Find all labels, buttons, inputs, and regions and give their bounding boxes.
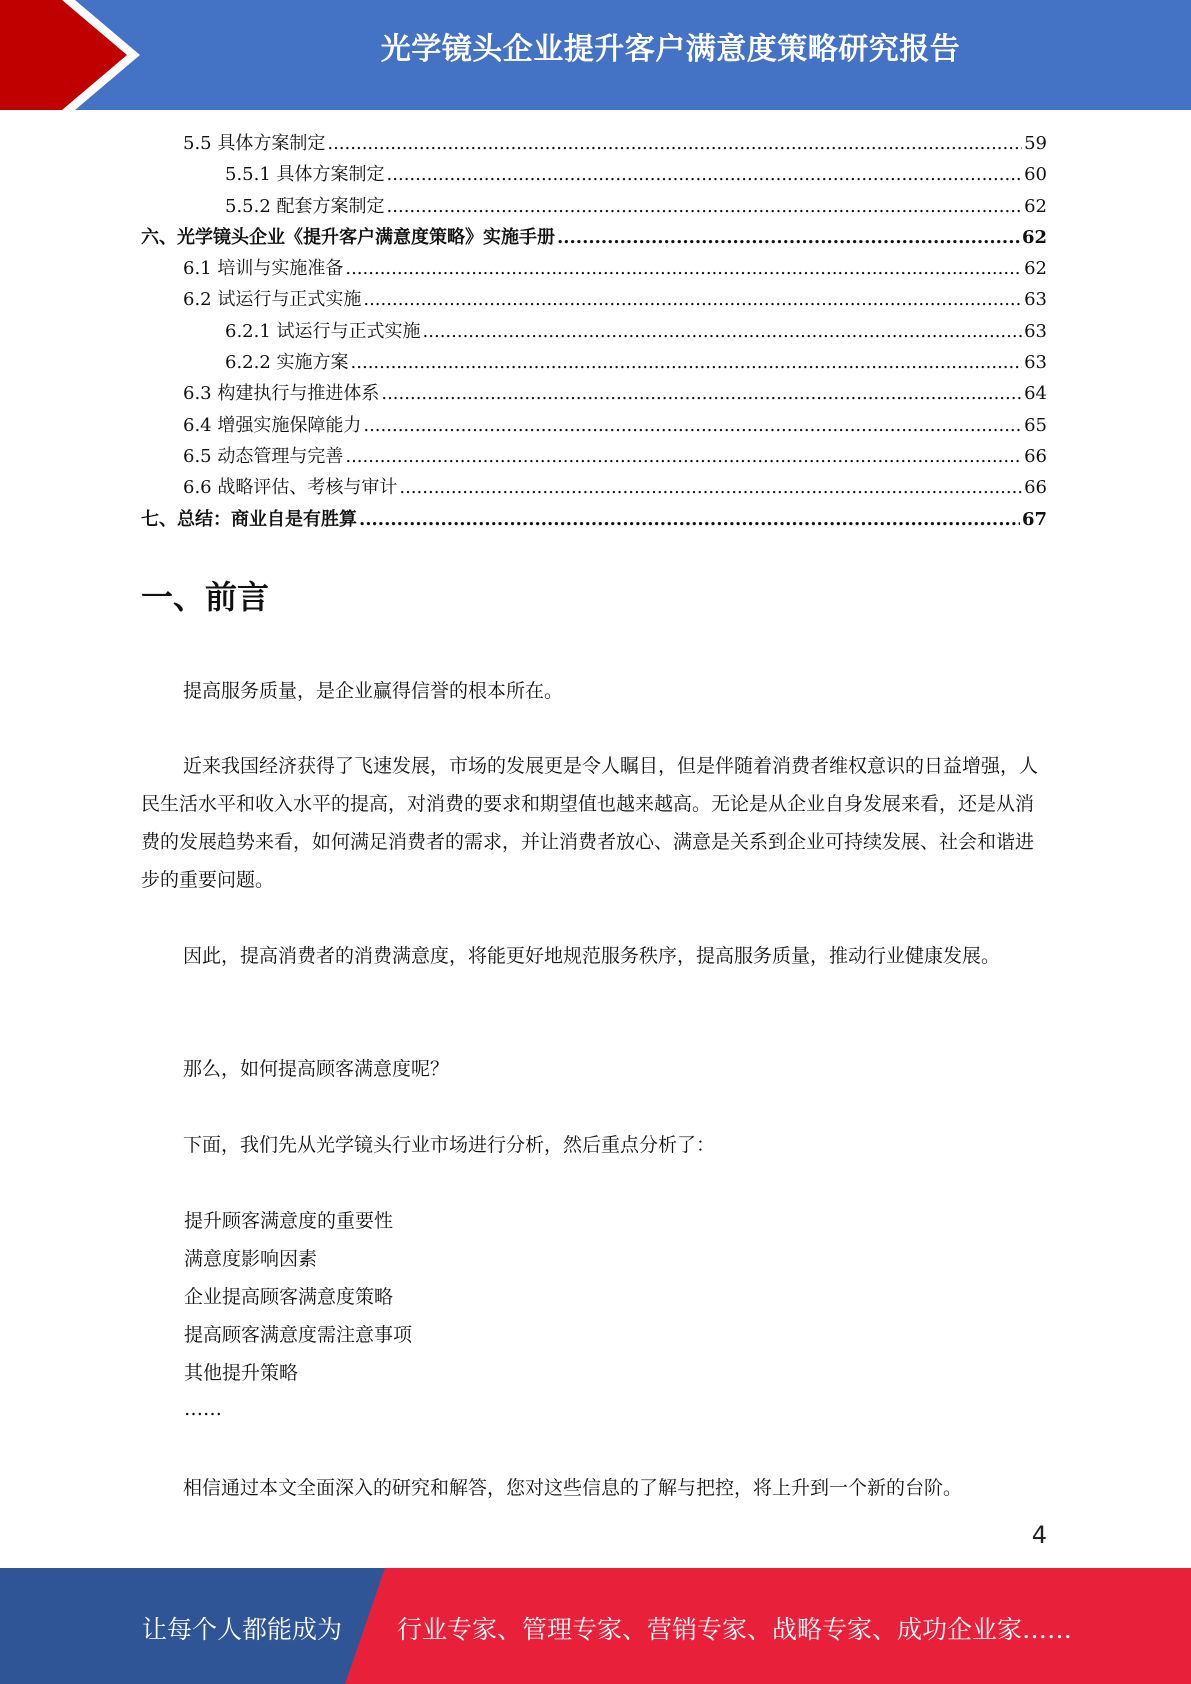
- toc-leader-dots: [381, 378, 1022, 409]
- body-paragraph: 下面，我们先从光学镜头行业市场进行分析，然后重点分析了：: [183, 1134, 716, 1156]
- table-of-contents: [141, 128, 1047, 535]
- toc-entry-page: 64: [1024, 383, 1047, 405]
- toc-leader-dots: [359, 504, 1020, 535]
- body-paragraph: 那么，如何提高顾客满意度呢？: [183, 1058, 450, 1080]
- list-item: 企业提高顾客满意度策略: [184, 1286, 394, 1308]
- page-number: 4: [1031, 1521, 1047, 1549]
- report-title: 光学镜头企业提升客户满意度策略研究报告: [380, 32, 961, 67]
- toc-leader-dots: [363, 284, 1022, 315]
- toc-entry[interactable]: [141, 472, 1047, 503]
- toc-entry[interactable]: [141, 410, 1047, 441]
- toc-entry-page: 62: [1024, 195, 1047, 217]
- toc-entry-title: 6.1 培训与实施准备: [183, 258, 344, 280]
- toc-leader-dots: [345, 253, 1022, 284]
- toc-entry[interactable]: [141, 128, 1047, 159]
- toc-entry-page: 65: [1024, 414, 1047, 436]
- toc-entry-title: 5.5.1 具体方案制定: [225, 164, 385, 186]
- footer-slogan-right: 行业专家、管理专家、营销专家、战略专家、成功企业家……: [397, 1615, 1073, 1644]
- list-item: ……: [184, 1398, 222, 1420]
- page-header: [0, 0, 1191, 110]
- toc-leader-dots: [327, 128, 1022, 159]
- toc-leader-dots: [423, 316, 1023, 347]
- toc-chapter-entry[interactable]: [141, 504, 1047, 535]
- toc-entry-title: 6.6 战略评估、考核与审计: [183, 477, 398, 499]
- toc-entry[interactable]: [141, 441, 1047, 472]
- toc-leader-dots: [557, 222, 1020, 253]
- toc-entry-title: 七、总结：商业自是有胜算: [141, 508, 357, 530]
- section-heading: 一、前言: [141, 578, 270, 616]
- toc-entry-title: 5.5.2 配套方案制定: [225, 195, 385, 217]
- body-paragraph: 因此，提高消费者的消费满意度，将能更好地规范服务秩序，提高服务质量，推动行业健康发展。: [183, 945, 1001, 967]
- toc-leader-dots: [351, 347, 1023, 378]
- toc-entry-title: 6.2.2 实施方案: [225, 352, 349, 374]
- page-footer: [0, 1568, 1191, 1684]
- toc-entry-page: 59: [1024, 133, 1047, 154]
- body-paragraph: 近来我国经济获得了飞速发展，市场的发展更是令人瞩目，但是伴随着消费者维权意识的日益增强，人民生活水平和收入水平的提高，对消费的要求和期望值也越来越高。无论是从企业自身发展来看，还是从消费的发展趋势来看，如何满足消费者的需求，并让消费者放心、满意是关系到企业可持续发展、社会和谐进步的重要问题。: [141, 755, 1039, 891]
- body-paragraph: 提高服务质量，是企业赢得信誉的根本所在。: [183, 680, 564, 702]
- toc-entry-page: 62: [1024, 258, 1047, 280]
- toc-leader-dots: [387, 159, 1023, 190]
- toc-entry-title: 6.3 构建执行与推进体系: [183, 383, 380, 405]
- list-item: 提高顾客满意度需注意事项: [184, 1324, 413, 1346]
- toc-entry[interactable]: [141, 191, 1047, 222]
- toc-entry[interactable]: [141, 284, 1047, 315]
- closing-paragraph: 相信通过本文全面深入的研究和解答，您对这些信息的了解与把控，将上升到一个新的台阶。: [183, 1477, 963, 1499]
- toc-entry-page: 62: [1021, 226, 1047, 248]
- toc-entry-title: 6.5 动态管理与完善: [183, 445, 344, 467]
- toc-entry-page: 67: [1021, 508, 1047, 530]
- toc-entry-page: 63: [1024, 320, 1047, 342]
- toc-leader-dots: [387, 191, 1023, 222]
- toc-entry[interactable]: [141, 378, 1047, 409]
- toc-entry-title: 5.5 具体方案制定: [183, 133, 326, 154]
- toc-entry-page: 63: [1024, 352, 1047, 374]
- toc-leader-dots: [345, 441, 1022, 472]
- list-item: 提升顾客满意度的重要性: [184, 1210, 394, 1232]
- footer-slogan-left: 让每个人都能成为: [142, 1615, 343, 1644]
- toc-entry-title: 6.4 增强实施保障能力: [183, 414, 362, 436]
- toc-entry-title: 6.2 试运行与正式实施: [183, 289, 362, 311]
- toc-leader-dots: [363, 410, 1022, 441]
- toc-entry-page: 63: [1024, 289, 1047, 311]
- toc-entry-title: 6.2.1 试运行与正式实施: [225, 320, 421, 342]
- toc-entry-page: 66: [1024, 445, 1047, 467]
- toc-leader-dots: [399, 472, 1022, 503]
- toc-entry[interactable]: [141, 159, 1047, 190]
- toc-entry-page: 66: [1024, 477, 1047, 499]
- list-item: 其他提升策略: [184, 1362, 299, 1384]
- toc-entry[interactable]: [141, 347, 1047, 378]
- toc-entry-page: 60: [1024, 164, 1047, 186]
- list-item: 满意度影响因素: [184, 1248, 318, 1270]
- toc-entry[interactable]: [141, 316, 1047, 347]
- toc-chapter-entry[interactable]: [141, 222, 1047, 253]
- toc-entry[interactable]: [141, 253, 1047, 284]
- toc-entry-title: 六、光学镜头企业《提升客户满意度策略》实施手册: [141, 226, 555, 248]
